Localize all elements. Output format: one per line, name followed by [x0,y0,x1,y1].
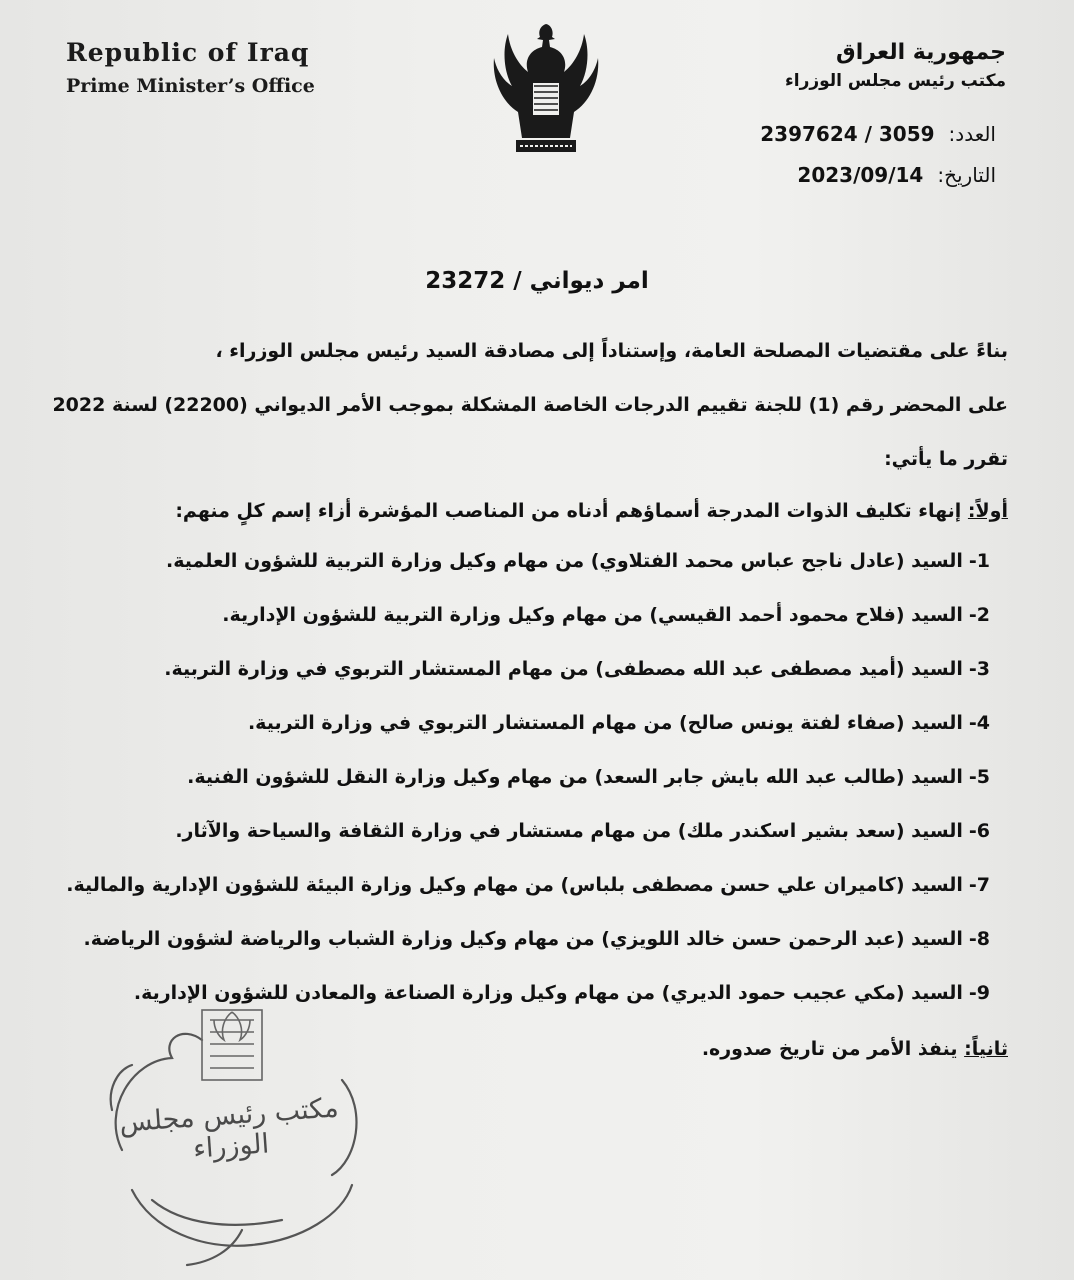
list-item-number: 9- [968,982,990,1004]
list-item [187,766,990,788]
list-item-number: 1- [968,550,990,572]
list-item-number: 3- [968,658,990,680]
letterhead-country-en: Republic of Iraq [66,38,310,67]
document-number [760,122,996,146]
list-item [248,712,990,734]
list-item [166,550,990,572]
order-title-number: 23272 [425,268,506,294]
section-second-text: ينفذ الأمر من تاريخ صدوره. [701,1038,958,1060]
list-item [175,820,990,842]
letterhead-country-ar: جمهورية العراق [836,40,1006,65]
list-item-text: السيد (طالب عبد الله بايش جابر السعد) من مهام وكيل وزارة النقل للشؤون الفنية. [187,766,963,788]
section-first-label: أولاً: [967,500,1008,522]
list-item-number: 8- [968,928,990,950]
order-title [0,268,1074,294]
section-first-text: إنهاء تكليف الذوات المدرجة أسماؤهم أدناه من المناصب المؤشرة أزاء إسم كلٍ منهم: [175,500,962,522]
list-item-number: 7- [968,874,990,896]
intro-line-1: بناءً على مقتضيات المصلحة العامة، وإستناداً إلى مصادقة السيد رئيس مجلس الوزراء ، [215,340,1008,362]
list-item-text: السيد (أميد مصطفى عبد الله مصطفى) من مهام المستشار التربوي في وزارة التربية. [164,658,963,680]
intro-line-2: على المحضر رقم (1) للجنة تقييم الدرجات الخاصة المشكلة بموجب الأمر الديواني (22200) لسنة 2022 [52,394,1008,416]
document-date-value: 2023/09/14 [797,163,924,187]
list-item [164,658,990,680]
section-second [702,1038,1008,1060]
document-number-value: 2397624 / 3059 [760,122,935,146]
english-letterhead [66,38,366,97]
list-item-number: 5- [968,766,990,788]
arabic-letterhead [686,40,1006,91]
list-item-text: السيد (سعد بشير اسكندر ملك) من مهام مستشار في وزارة الثقافة والسياحة والآثار. [175,820,963,842]
stamp-text: مكتب رئيس مجلس الوزراء [118,1092,340,1165]
iraq-eagle-emblem-icon [488,20,604,160]
list-item [84,928,991,950]
letterhead-office-en: Prime Minister’s Office [66,75,315,97]
section-first [175,500,1008,522]
list-item [66,874,990,896]
list-item [222,604,990,626]
list-item-text: السيد (كاميران علي حسن مصطفى بلباس) من مهام وكيل وزارة البيئة للشؤون الإدارية والمالية. [66,874,963,896]
intro-line-3: تقرر ما يأتي: [884,448,1008,470]
list-item-text: السيد (فلاح محمود أحمد القيسي) من مهام وكيل وزارة التربية للشؤون الإدارية. [222,604,963,626]
list-item-number: 4- [968,712,990,734]
list-item-text: السيد (صفاء لفتة يونس صالح) من مهام المستشار التربوي في وزارة التربية. [247,712,963,734]
list-item-text: السيد (عادل ناجح عباس محمد الفتلاوي) من مهام وكيل وزارة التربية للشؤون العلمية. [166,550,963,572]
document-date [797,163,996,187]
list-item-text: السيد (عبد الرحمن حسن خالد اللويزي) من مهام وكيل وزارة الشباب والرياضة لشؤون الرياضة. [83,928,963,950]
document-date-label: التاريخ: [937,163,996,187]
letterhead-office-ar: مكتب رئيس مجلس الوزراء [785,71,1006,91]
document-number-label: العدد: [948,122,996,146]
list-item-number: 2- [968,604,990,626]
list-item-text: السيد (مكي عجيب حمود الديري) من مهام وكيل وزارة الصناعة والمعادن للشؤون الإدارية. [133,982,963,1004]
section-second-label: ثانياً: [964,1038,1008,1060]
list-item-number: 6- [968,820,990,842]
order-title-prefix: امر ديواني / [513,268,649,294]
